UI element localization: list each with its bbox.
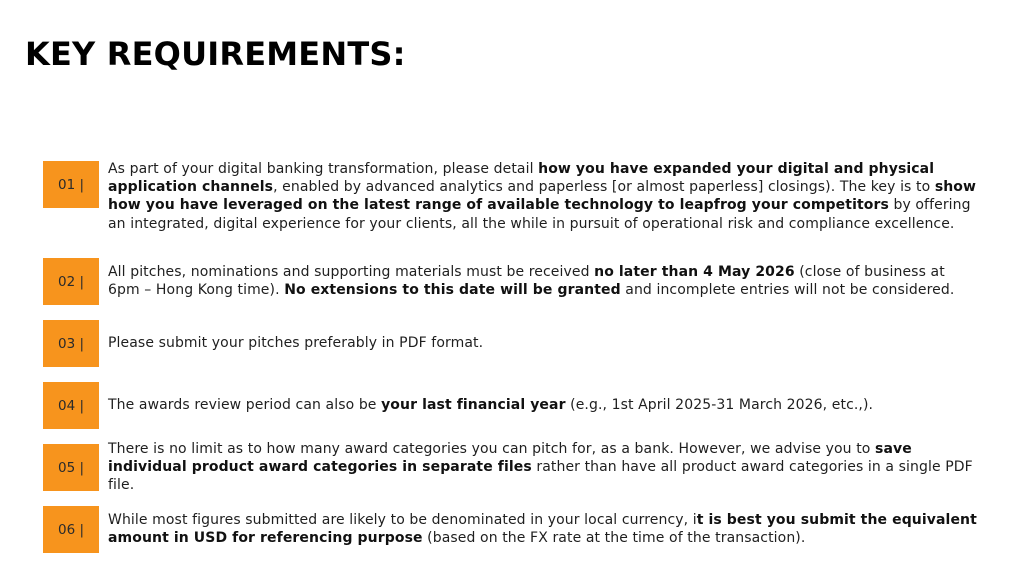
bold-text-segment: your last financial year: [381, 397, 566, 413]
page-title: KEY REQUIREMENTS:: [25, 35, 406, 73]
text-segment: All pitches, nominations and supporting materials must be received: [108, 264, 595, 280]
text-segment: by offering an integrated, digital experience for your clients, all the while in pursuit of operational risk and compliance excellence.: [108, 197, 971, 232]
requirement-text: [108, 440, 978, 495]
bold-text-segment: No extensions to this date will be granted: [284, 282, 621, 299]
requirement-text: [108, 160, 978, 233]
text-segment: While most figures submitted are likely to be denominated in your local currency, i: [108, 512, 697, 528]
bold-text-segment: t is best you submit the equivalent amount in USD for referencing purpose: [108, 512, 977, 547]
text-segment: There is no limit as to how many award categories you can pitch for, as a bank. However, we advise you to: [108, 441, 876, 457]
bold-text-segment: show how you have leveraged on the latest range of available technology to leapfrog your competitors: [108, 179, 977, 214]
bold-text-segment: save individual product award categories in separate files: [108, 441, 912, 476]
bold-text-segment: how you have expanded your digital and physical application channels: [108, 161, 935, 196]
requirement-number-badge: 01 |: [43, 161, 99, 208]
text-segment: As part of your digital banking transformation, please detail: [108, 161, 539, 177]
text-segment: (e.g., 1st April 2025-31 March 2026, etc.,).: [565, 397, 874, 413]
requirement-number-badge: 05 |: [43, 444, 99, 491]
bold-text-segment: no later than 4 May 2026: [594, 264, 795, 280]
requirement-text: [108, 263, 978, 299]
requirement-number-badge: 06 |: [43, 506, 99, 553]
requirement-number-badge: 02 |: [43, 258, 99, 305]
text-segment: and incomplete entries will not be considered.: [620, 282, 955, 299]
requirement-text: [108, 396, 978, 414]
text-segment: (close of business at 6pm – Hong Kong time).: [108, 264, 945, 299]
text-segment: (based on the FX rate at the time of the transaction).: [422, 530, 806, 547]
requirement-text: [108, 511, 978, 547]
requirement-number-badge: 04 |: [43, 382, 99, 429]
requirement-number-badge: 03 |: [43, 320, 99, 367]
text-segment: , enabled by advanced analytics and paperless [or almost paperless] closings). The key is to: [273, 179, 935, 196]
text-segment: The awards review period can also be: [108, 397, 382, 413]
requirement-text: [108, 334, 978, 352]
text-segment: rather than have all product award categories in a single PDF file.: [108, 459, 973, 494]
text-segment: Please submit your pitches preferably in PDF format.: [108, 335, 484, 351]
